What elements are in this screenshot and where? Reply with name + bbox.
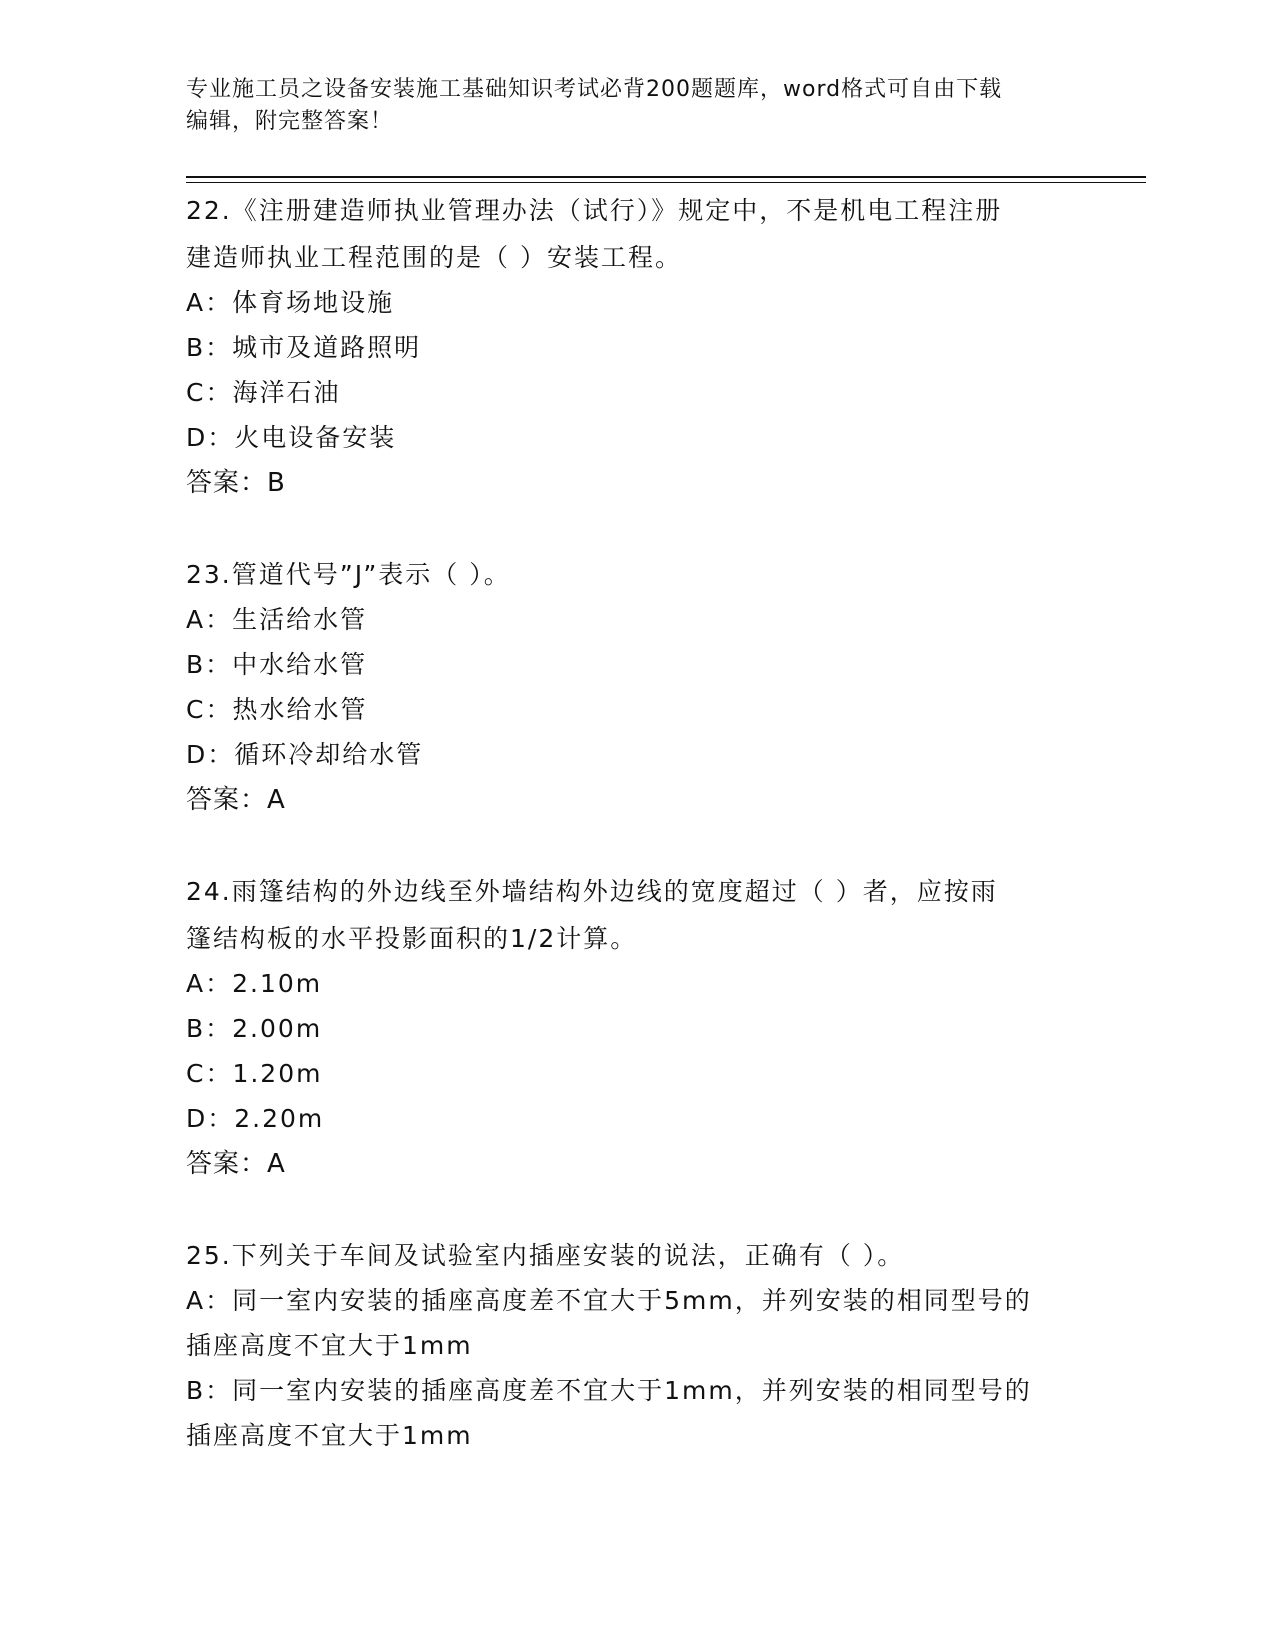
header-line-1: 专业施工员之设备安装施工基础知识考试必背200题题库，word格式可自由下载 — [186, 77, 1003, 102]
answer: 答案：B — [186, 468, 286, 498]
option-c: C：1.20m — [186, 1059, 323, 1088]
question-stem: 22.《注册建造师执业管理办法（试行）》规定中，不是机电工程注册 — [186, 196, 1003, 225]
option-b-continued: 插座高度不宜大于1mm — [186, 1421, 473, 1450]
question-stem-continued: 建造师执业工程范围的是（ ）安装工程。 — [186, 243, 682, 272]
header-line-2: 编辑，附完整答案！ — [186, 109, 394, 134]
question-stem: 25.下列关于车间及试验室内插座安装的说法，正确有（ ）。 — [186, 1241, 905, 1270]
question-22 — [186, 186, 1086, 506]
option-a-continued: 插座高度不宜大于1mm — [186, 1331, 473, 1360]
question-24 — [186, 867, 1086, 1187]
option-b: B：2.00m — [186, 1014, 323, 1043]
header-divider-thick — [186, 176, 1146, 178]
option-c: C：热水给水管 — [186, 695, 368, 724]
question-list — [186, 186, 1086, 1458]
option-b: B：同一室内安装的插座高度差不宜大于1mm，并列安装的相同型号的 — [186, 1376, 1032, 1405]
question-stem-continued: 篷结构板的水平投影面积的1/2计算。 — [186, 924, 638, 953]
option-a: A：2.10m — [186, 969, 323, 998]
question-23 — [186, 550, 1086, 823]
document-header — [186, 74, 1086, 138]
option-d: D：2.20m — [186, 1104, 325, 1133]
spacer — [186, 823, 1086, 867]
option-c: C：海洋石油 — [186, 378, 341, 407]
question-stem: 23.管道代号”J”表示（ ）。 — [186, 560, 511, 589]
answer: 答案：A — [186, 1149, 286, 1179]
spacer — [186, 1187, 1086, 1231]
question-25 — [186, 1231, 1086, 1458]
question-stem: 24.雨篷结构的外边线至外墙结构外边线的宽度超过（ ）者，应按雨 — [186, 877, 998, 906]
spacer — [186, 506, 1086, 550]
option-b: B：城市及道路照明 — [186, 333, 422, 362]
option-a: A：生活给水管 — [186, 605, 368, 634]
option-a: A：体育场地设施 — [186, 288, 395, 317]
option-d: D：火电设备安装 — [186, 423, 397, 452]
header-divider-thin — [186, 182, 1146, 183]
option-d: D：循环冷却给水管 — [186, 740, 424, 769]
answer: 答案：A — [186, 785, 286, 815]
option-b: B：中水给水管 — [186, 650, 368, 679]
option-a: A：同一室内安装的插座高度差不宜大于5mm，并列安装的相同型号的 — [186, 1286, 1032, 1315]
